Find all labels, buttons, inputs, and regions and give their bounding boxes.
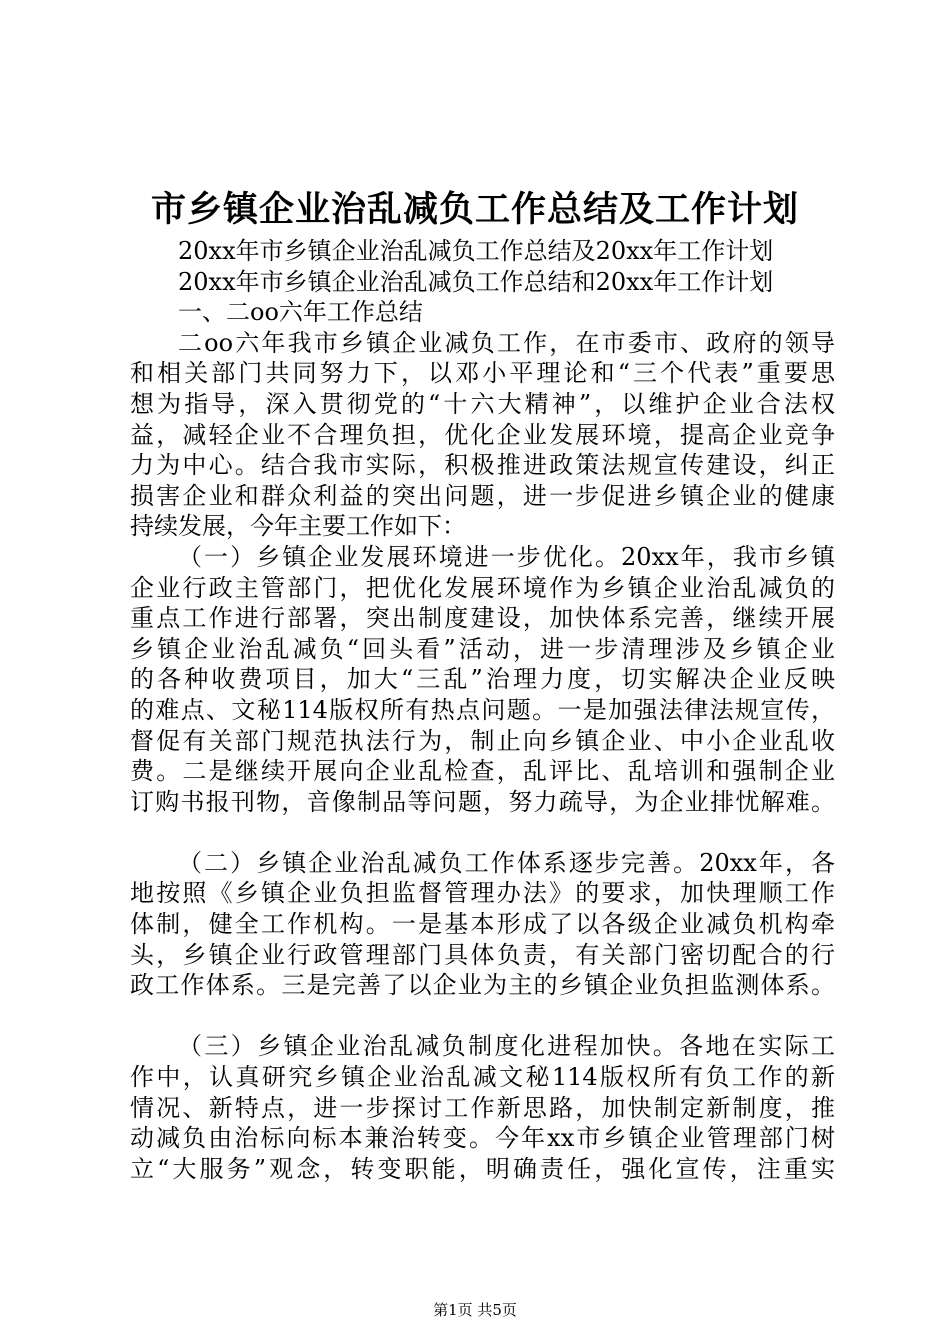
paragraph-line: 地按照《乡镇企业负担监督管理办法》的要求，加快理顺工作 <box>130 879 835 908</box>
paragraph-line: 和相关部门共同努力下，以邓小平理论和“三个代表”重要思 <box>130 359 835 388</box>
document-body <box>130 236 835 1184</box>
paragraph-line: 立“大服务”观念，转变职能，明确责任，强化宣传，注重实 <box>130 1154 835 1183</box>
paragraph-line: 益，减轻企业不合理负担，优化企业发展环境，提高企业竞争 <box>130 420 835 449</box>
paragraph-line: 政工作体系。三是完善了以企业为主的乡镇企业负担监测体系。 <box>130 971 835 1000</box>
document-title: 市乡镇企业治乱减负工作总结及工作计划 <box>150 189 799 230</box>
section-heading: 一、二oo六年工作总结 <box>178 298 423 327</box>
page-footer: 第1页 共5页 <box>433 1301 517 1319</box>
paragraph-line: 督促有关部门规范执法行为，制止向乡镇企业、中小企业乱收 <box>130 726 835 755</box>
paragraph-line: 想为指导，深入贯彻党的“十六大精神”，以维护企业合法权 <box>130 389 835 418</box>
paragraph-line: 情况、新特点，进一步探讨工作新思路，加快制定新制度，推 <box>130 1093 835 1122</box>
paragraph-line: 重点工作进行部署，突出制度建设，加快体系完善，继续开展 <box>130 604 835 633</box>
paragraph-line: 力为中心。结合我市实际，积极推进政策法规宣传建设，纠正 <box>130 451 835 480</box>
paragraph-line: （二）乡镇企业治乱减负工作体系逐步完善。20xx年，各 <box>178 848 835 877</box>
paragraph-line: （三）乡镇企业治乱减负制度化进程加快。各地在实际工 <box>178 1032 835 1061</box>
paragraph-line: （一）乡镇企业发展环境进一步优化。20xx年，我市乡镇 <box>178 542 835 571</box>
subtitle-line: 20xx年市乡镇企业治乱减负工作总结及20xx年工作计划 <box>178 237 774 265</box>
paragraph-line: 的难点、文秘114版权所有热点问题。一是加强法律法规宣传， <box>130 695 835 724</box>
paragraph-line: 乡镇企业治乱减负“回头看”活动，进一步清理涉及乡镇企业 <box>130 634 835 663</box>
paragraph-line: 二oo六年我市乡镇企业减负工作，在市委市、政府的领导 <box>178 328 835 357</box>
paragraph-line: 费。二是继续开展向企业乱检查，乱评比、乱培训和强制企业 <box>130 757 835 786</box>
paragraph-line: 动减负由治标向标本兼治转变。今年xx市乡镇企业管理部门树 <box>130 1124 835 1153</box>
paragraph-line: 企业行政主管部门，把优化发展环境作为乡镇企业治乱减负的 <box>130 573 835 602</box>
paragraph-line: 损害企业和群众利益的突出问题，进一步促进乡镇企业的健康 <box>130 481 835 510</box>
paragraph-line: 的各种收费项目，加大“三乱”治理力度，切实解决企业反映 <box>130 665 835 694</box>
paragraph-line: 订购书报刊物，音像制品等问题，努力疏导，为企业排忧解难。 <box>130 787 835 816</box>
paragraph-line: 头，乡镇企业行政管理部门具体负责，有关部门密切配合的行 <box>130 940 835 969</box>
paragraph-gap <box>130 1001 835 1032</box>
paragraph-line: 体制，健全工作机构。一是基本形成了以各级企业减负机构牵 <box>130 910 835 939</box>
paragraph-gap <box>130 817 835 848</box>
paragraph-line: 作中，认真研究乡镇企业治乱减文秘114版权所有负工作的新 <box>130 1063 835 1092</box>
paragraph-line: 持续发展，今年主要工作如下： <box>130 512 466 541</box>
subtitle-line: 20xx年市乡镇企业治乱减负工作总结和20xx年工作计划 <box>178 267 774 296</box>
